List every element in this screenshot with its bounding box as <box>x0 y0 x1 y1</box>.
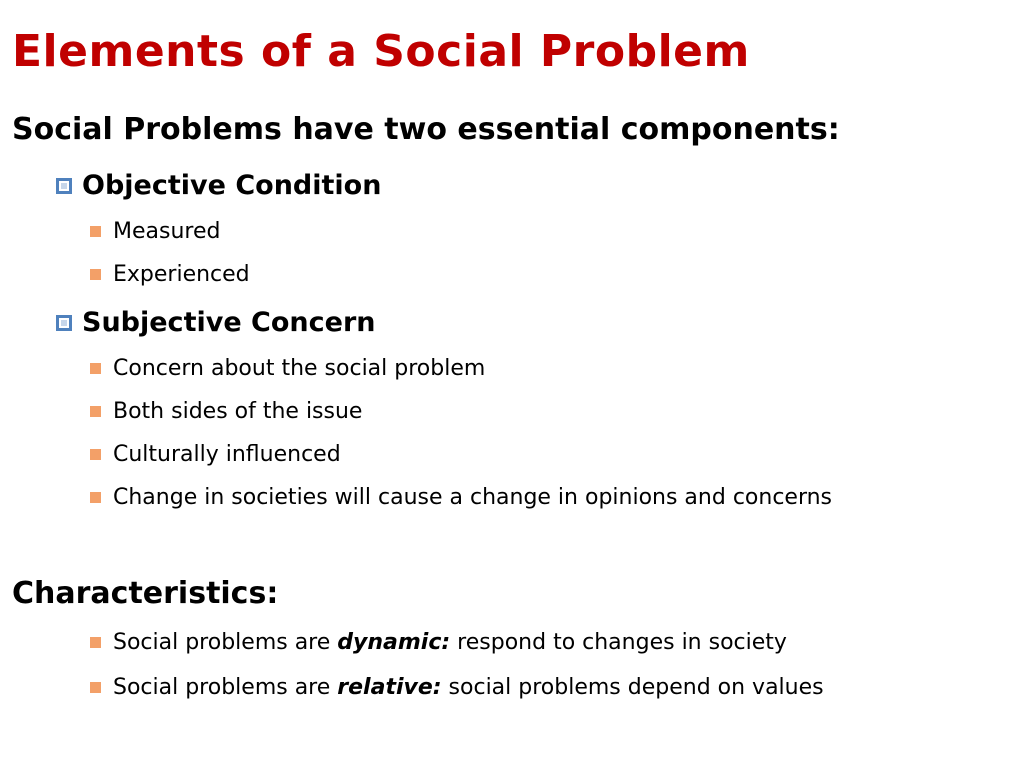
filled-square-bullet-icon <box>90 406 101 417</box>
characteristic-prefix: Social problems are <box>113 675 338 700</box>
list-item <box>90 442 341 467</box>
filled-square-bullet-icon <box>90 637 101 648</box>
characteristic-suffix: respond to changes in society <box>450 630 787 655</box>
characteristic-item <box>90 675 824 700</box>
filled-square-bullet-icon <box>90 449 101 460</box>
square-bullet-icon <box>56 178 72 194</box>
filled-square-bullet-icon <box>90 492 101 503</box>
component-subjective-concern <box>56 307 375 338</box>
filled-square-bullet-icon <box>90 226 101 237</box>
list-item <box>90 262 250 287</box>
component-label: Subjective Concern <box>82 307 376 338</box>
slide-title: Elements of a Social Problem <box>12 26 750 77</box>
filled-square-bullet-icon <box>90 269 101 280</box>
list-item-text: Both sides of the issue <box>113 399 363 424</box>
characteristic-text <box>113 630 787 655</box>
component-label: Objective Condition <box>82 170 382 201</box>
list-item <box>90 219 220 244</box>
characteristic-suffix: social problems depend on values <box>441 675 824 700</box>
characteristic-text <box>113 675 824 700</box>
square-bullet-icon <box>56 315 72 331</box>
filled-square-bullet-icon <box>90 363 101 374</box>
characteristic-term: relative: <box>337 675 442 700</box>
characteristic-item <box>90 630 787 655</box>
list-item-text: Culturally influenced <box>113 442 341 467</box>
list-item-text: Measured <box>113 219 221 244</box>
list-item <box>90 356 485 381</box>
list-item <box>90 485 832 510</box>
intro-heading: Social Problems have two essential components: <box>12 112 840 147</box>
characteristic-term: dynamic: <box>337 630 451 655</box>
list-item <box>90 399 362 424</box>
filled-square-bullet-icon <box>90 682 101 693</box>
list-item-text: Concern about the social problem <box>113 356 486 381</box>
characteristic-prefix: Social problems are <box>113 630 338 655</box>
list-item-text: Experienced <box>113 262 250 287</box>
characteristics-heading: Characteristics: <box>12 576 279 611</box>
list-item-text: Change in societies will cause a change in opinions and concerns <box>113 485 833 510</box>
component-objective-condition <box>56 170 381 201</box>
